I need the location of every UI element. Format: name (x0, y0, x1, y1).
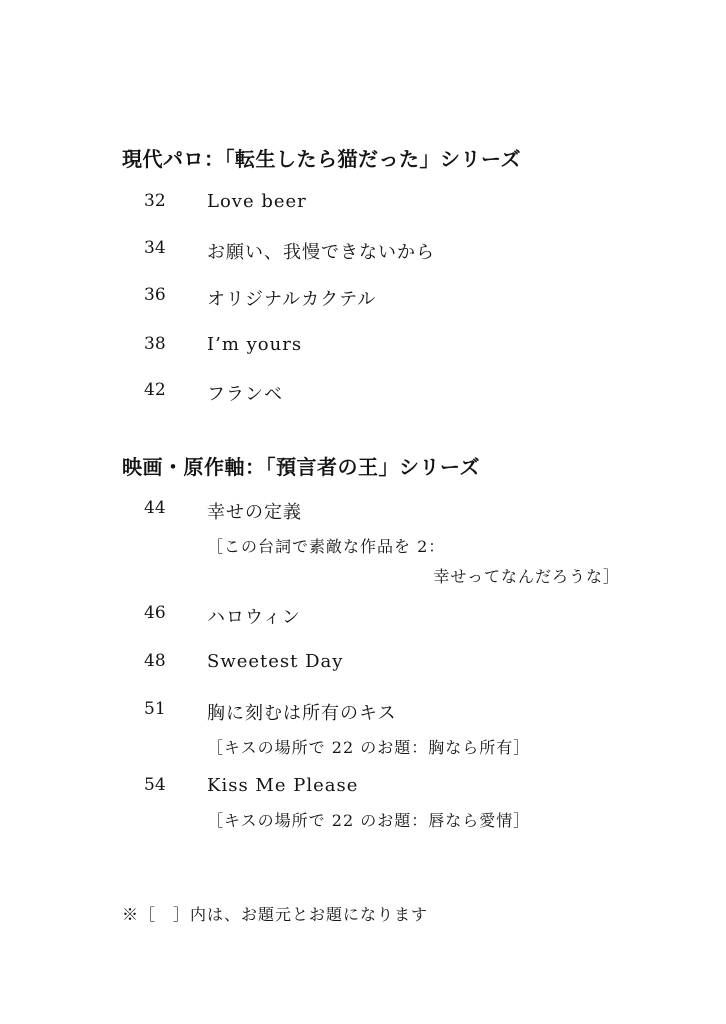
footnote: ※［ ］内は、お題元とお題になります (122, 905, 429, 924)
page-number: 51 (144, 699, 166, 719)
page-number: 48 (144, 651, 166, 671)
entry-title: 胸に刻むは所有のキス (207, 703, 397, 724)
page-number: 32 (144, 191, 166, 211)
prompt-note: ［キスの場所で 22 のお題：胸なら所有］ (207, 738, 531, 757)
prompt-note-line-2: 幸せってなんだろうな］ (433, 567, 620, 586)
entry-title: 幸せの定義 (207, 502, 302, 523)
entry-title: Kiss Me Please (207, 775, 359, 796)
entry-title: Love beer (207, 191, 307, 212)
prompt-note-line-1: ［この台詞で素敵な作品を 2： (207, 537, 446, 556)
section-title-2: 映画・原作軸：「預言者の王」シリーズ (122, 455, 480, 479)
entry-title: オリジナルカクテル (207, 289, 377, 310)
entry-title: Sweetest Day (207, 651, 344, 672)
page-number: 54 (144, 775, 166, 795)
page-number: 44 (144, 498, 166, 518)
page-number: 34 (144, 238, 166, 258)
entry-title: お願い、我慢できないから (207, 242, 435, 263)
page-number: 36 (144, 285, 166, 305)
entry-title: ハロウィン (207, 607, 301, 628)
page-number: 38 (144, 334, 166, 354)
section-title-1: 現代パロ：「転生したら猫だった」シリーズ (122, 147, 521, 171)
page-number: 46 (144, 603, 166, 623)
prompt-note: ［キスの場所で 22 のお題：唇なら愛情］ (207, 811, 531, 830)
page-number: 42 (144, 380, 166, 400)
entry-title: フランベ (207, 384, 283, 405)
entry-title: I’m yours (207, 334, 303, 355)
